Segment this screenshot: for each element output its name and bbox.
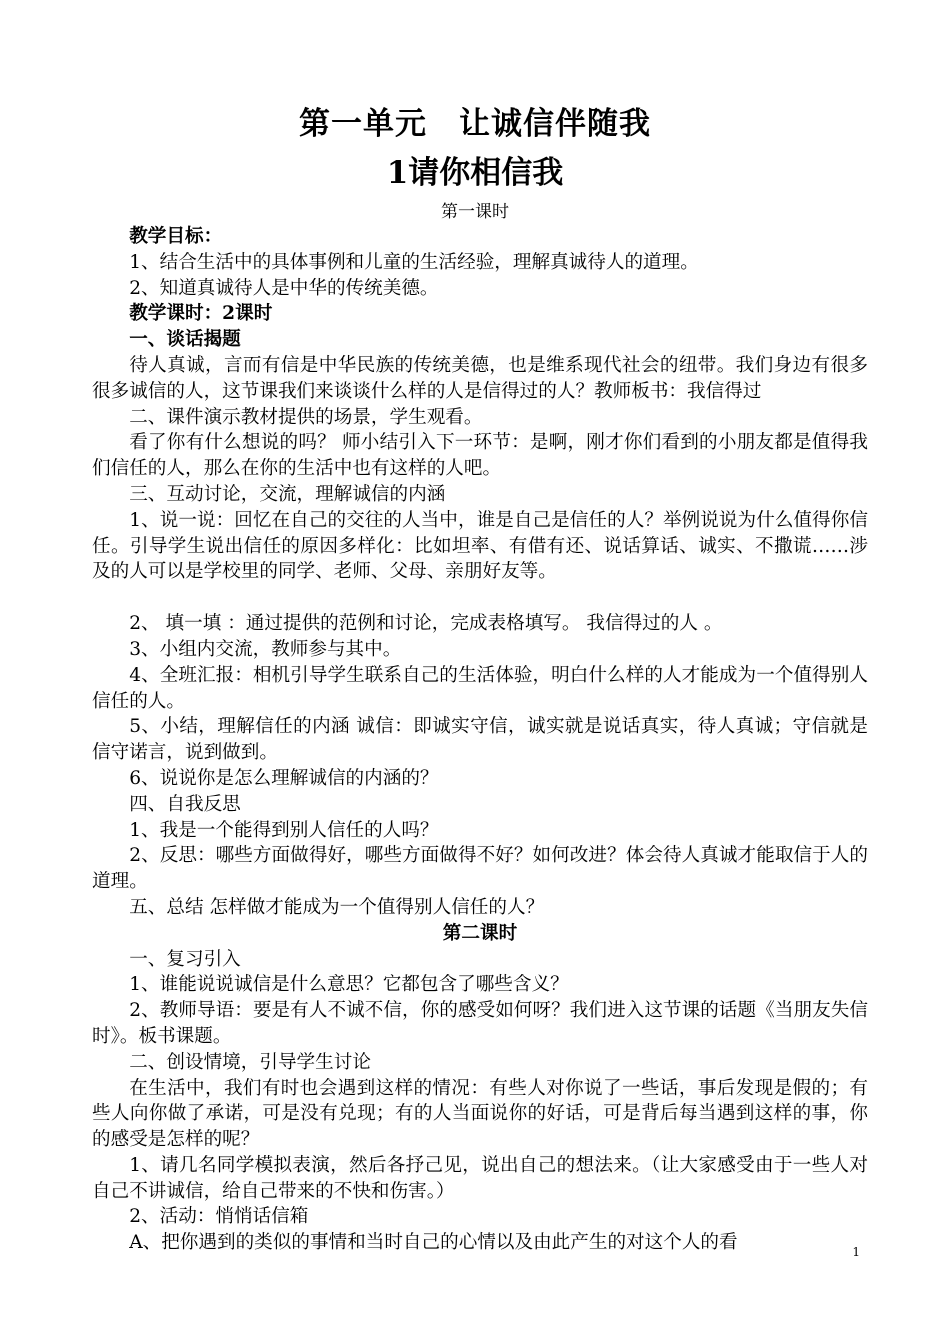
document-body (92, 224, 868, 1256)
paragraph: 5、小结，理解信任的内涵 诚信：即诚实守信，诚实就是说话真实，待人真诚；守信就是信守诺言，说到做到。 (92, 716, 868, 764)
paragraph: 1、请几名同学模拟表演，然后各抒己见，说出自己的想法来。（让大家感受由于一些人对自己不讲诚信，给自己带来的不快和伤害。） (92, 1154, 868, 1202)
unit-title: 第一单元 让诚信伴随我 (299, 106, 651, 142)
objective-2: 2、知道真诚待人是中华的传统美德。 (129, 277, 439, 299)
paragraph: 1、说一说：回忆在自己的交往的人当中，谁是自己是信任的人？举例说说为什么值得你信任。引导学生说出信任的原因多样化：比如坦率、有借有还、说话算话、诚实、不撒谎……涉及的人可以是学校里的同学、老师、父母、亲朋好友等。 (92, 509, 868, 583)
section-heading: 二、创设情境，引导学生讨论 (129, 1051, 371, 1073)
objectives-heading: 教学目标： (129, 226, 223, 247)
section-1-heading: 一、谈话揭题 (129, 329, 241, 351)
lesson-title: 1请你相信我 (386, 155, 564, 191)
objective-1: 1、结合生活中的具体事例和儿童的生活经验，理解真诚待人的道理。 (129, 251, 699, 273)
paragraph: 在生活中，我们有时也会遇到这样的情况：有些人对你说了一些话，事后发现是假的；有些人向你做了承诺，可是没有兑现；有的人当面说你的好话，可是背后每当遇到这样的事，你的感受是怎样的呢？ (92, 1077, 868, 1151)
page-number: 1 (852, 1245, 860, 1259)
paragraph: 2、活动：悄悄话信箱 (129, 1206, 309, 1228)
paragraph: 待人真诚，言而有信是中华民族的传统美德，也是维系现代社会的纽带。我们身边有很多很多诚信的人，这节课我们来谈谈什么样的人是信得过的人？教师板书：我信得过 (92, 354, 868, 402)
paragraph: 2、 填一填 ：通过提供的范例和讨论，完成表格填写。 我信得过的人 。 (129, 613, 723, 635)
paragraph: 3、小组内交流，教师参与其中。 (129, 638, 402, 660)
section-3-heading: 三、互动讨论，交流，理解诚信的内涵 (129, 483, 446, 505)
period-one-heading: 第一课时 (441, 202, 509, 222)
paragraph: 2、教师导语：要是有人不诚不信，你的感受如何呀？我们进入这节课的话题《当朋友失信时》。板书课题。 (92, 1000, 868, 1047)
section-5-heading: 五、总结 怎样做才能成为一个值得别人信任的人？ (129, 896, 545, 918)
paragraph: 6、说说你是怎么理解诚信的内涵的？ (129, 767, 439, 789)
period-two-heading: 第二课时 (442, 922, 518, 944)
section-2-heading: 二、课件演示教材提供的场景，学生观看。 (129, 406, 483, 428)
paragraph: 4、全班汇报：相机引导学生联系自己的生活体验，明白什么样的人才能成为一个值得别人信任的人。 (92, 664, 868, 712)
class-hours: 教学课时：2课时 (129, 303, 273, 325)
paragraph: A、把你遇到的类似的事情和当时自己的心情以及由此产生的对这个人的看 (129, 1232, 738, 1254)
section-4-heading: 四、自我反思 (129, 793, 241, 815)
paragraph: 看了你有什么想说的吗？ 师小结引入下一环节：是啊，刚才你们看到的小朋友都是值得我们信任的人，那么在你的生活中也有这样的人吧。 (92, 432, 868, 480)
blank-line (92, 585, 868, 611)
paragraph: 2、反思：哪些方面做得好，哪些方面做得不好？如何改进？体会待人真诚才能取信于人的道理。 (92, 845, 868, 893)
paragraph: 1、我是一个能得到别人信任的人吗？ (129, 819, 439, 841)
paragraph: 1、谁能说说诚信是什么意思？它都包含了哪些含义？ (129, 974, 569, 996)
section-heading: 一、复习引入 (129, 948, 241, 970)
